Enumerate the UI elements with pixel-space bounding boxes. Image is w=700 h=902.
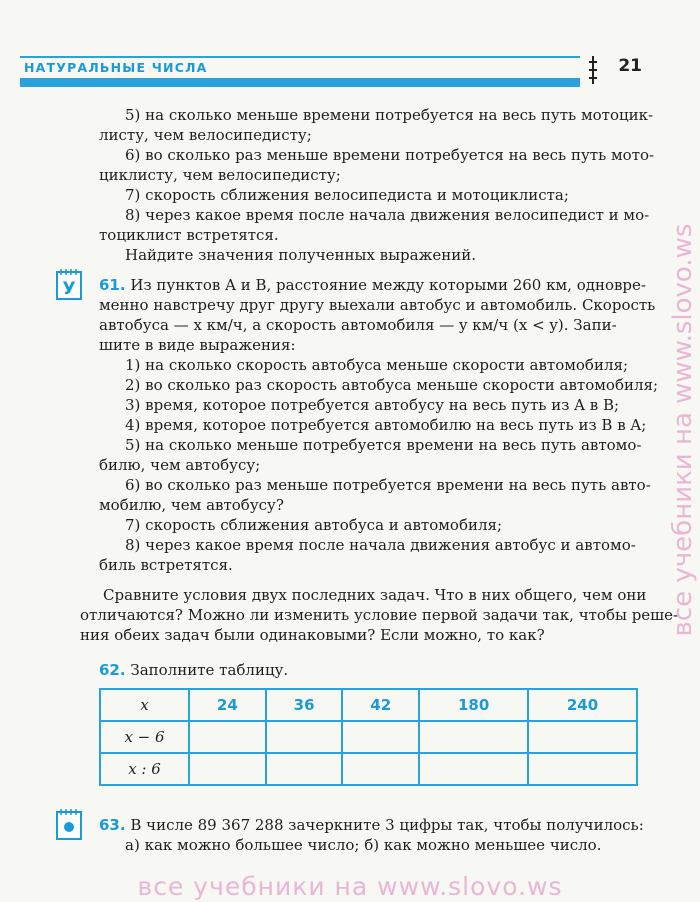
text-line: 3) время, которое потребуется автобусу на весь путь из A в B; [125, 396, 620, 414]
table-cell [342, 753, 419, 785]
table-cell [419, 721, 528, 753]
badge-letter: У [62, 279, 76, 299]
table-header-cell: 180 [419, 689, 528, 721]
table-header-cell: x [100, 689, 189, 721]
text-line: 5) на сколько меньше времени потребуется на весь путь мотоцик- [125, 106, 654, 124]
level-badge [56, 268, 82, 300]
text-line: 1) на сколько скорость автобуса меньше скорости автомобиля; [125, 356, 628, 374]
table-cell [342, 721, 419, 753]
table-row [100, 721, 637, 753]
spiral-icon [588, 54, 598, 86]
task-62-line [99, 660, 288, 680]
task-number: 61. [99, 276, 126, 294]
watermark-bottom: все учебники на www.slovo.ws [137, 872, 563, 901]
text-line: 6) во сколько раз меньше времени потребуется на весь путь мото- [125, 146, 655, 164]
text-line: 7) скорость сближения велосипедиста и мотоциклиста; [125, 186, 569, 204]
text-line: мобилю, чем автобусу? [99, 496, 284, 514]
text-line: шите в виде выражения: [99, 336, 296, 354]
row-label: x : 6 [100, 753, 189, 785]
header-rule [20, 78, 580, 87]
header-top-line [20, 56, 580, 58]
table-header-cell: 240 [528, 689, 637, 721]
text-line: 7) скорость сближения автобуса и автомобиля; [125, 516, 503, 534]
text-line: 6) во сколько раз меньше потребуется времени на весь путь авто- [125, 476, 651, 494]
table-header-cell: 36 [266, 689, 343, 721]
text-line: автобуса — x км/ч, а скорость автомобиля — y км/ч (x < y). Запи- [99, 316, 617, 334]
table-header-cell: 42 [342, 689, 419, 721]
text-line: 8) через какое время после начала движения велосипедист и мо- [125, 206, 650, 224]
text-line: а) как можно большее число; б) как можно меньшее число. [125, 836, 602, 854]
text-line: билю, чем автобусу; [99, 456, 261, 474]
chapter-title: НАТУРАЛЬНЫЕ ЧИСЛА [24, 60, 208, 75]
task-63-line [99, 815, 644, 835]
table-cell [266, 721, 343, 753]
text-line: В числе 89 367 288 зачеркните 3 цифры так, чтобы получилось: [130, 816, 644, 834]
table-cell [266, 753, 343, 785]
table-cell [189, 721, 266, 753]
text-line: Заполните таблицу. [130, 661, 289, 679]
text-line: циклисту, чем велосипедисту; [99, 166, 341, 184]
task-number: 62. [99, 661, 126, 679]
table-cell [528, 721, 637, 753]
table-cell [189, 753, 266, 785]
dot-badge [56, 808, 82, 840]
text-line: 5) на сколько меньше потребуется времени на весь путь автомо- [125, 436, 642, 454]
task-number: 63. [99, 816, 126, 834]
text-line: листу, чем велосипедисту; [99, 126, 312, 144]
text-line: Найдите значения полученных выражений. [125, 246, 477, 264]
text-line: ния обеих задач были одинаковыми? Если можно, то как? [80, 626, 545, 644]
text-line: Сравните условия двух последних задач. Что в них общего, чем они [103, 586, 647, 604]
page-number: 21 [618, 56, 642, 76]
table-header-cell: 24 [189, 689, 266, 721]
text-line: менно навстречу друг другу выехали автобус и автомобиль. Скорость [99, 296, 656, 314]
fill-table [99, 688, 638, 786]
text-line: биль встретятся. [99, 556, 233, 574]
page-header [0, 0, 700, 100]
watermark-side: все учебники на www.slovo.ws [668, 223, 698, 637]
task-61-line [99, 275, 646, 295]
text-line: 2) во сколько раз скорость автобуса меньше скорости автомобиля; [125, 376, 659, 394]
text-line: тоциклист встретятся. [99, 226, 279, 244]
text-line: Из пунктов A и B, расстояние между которыми 260 км, одновре- [130, 276, 646, 294]
text-line: 4) время, которое потребуется автомобилю на весь путь из B в A; [125, 416, 647, 434]
table-row [100, 753, 637, 785]
row-label: x − 6 [100, 721, 189, 753]
text-line: 8) через какое время после начала движения автобус и автомо- [125, 536, 636, 554]
table-cell [528, 753, 637, 785]
table-cell [419, 753, 528, 785]
text-line: отличаются? Можно ли изменить условие первой задачи так, чтобы реше- [80, 606, 679, 624]
